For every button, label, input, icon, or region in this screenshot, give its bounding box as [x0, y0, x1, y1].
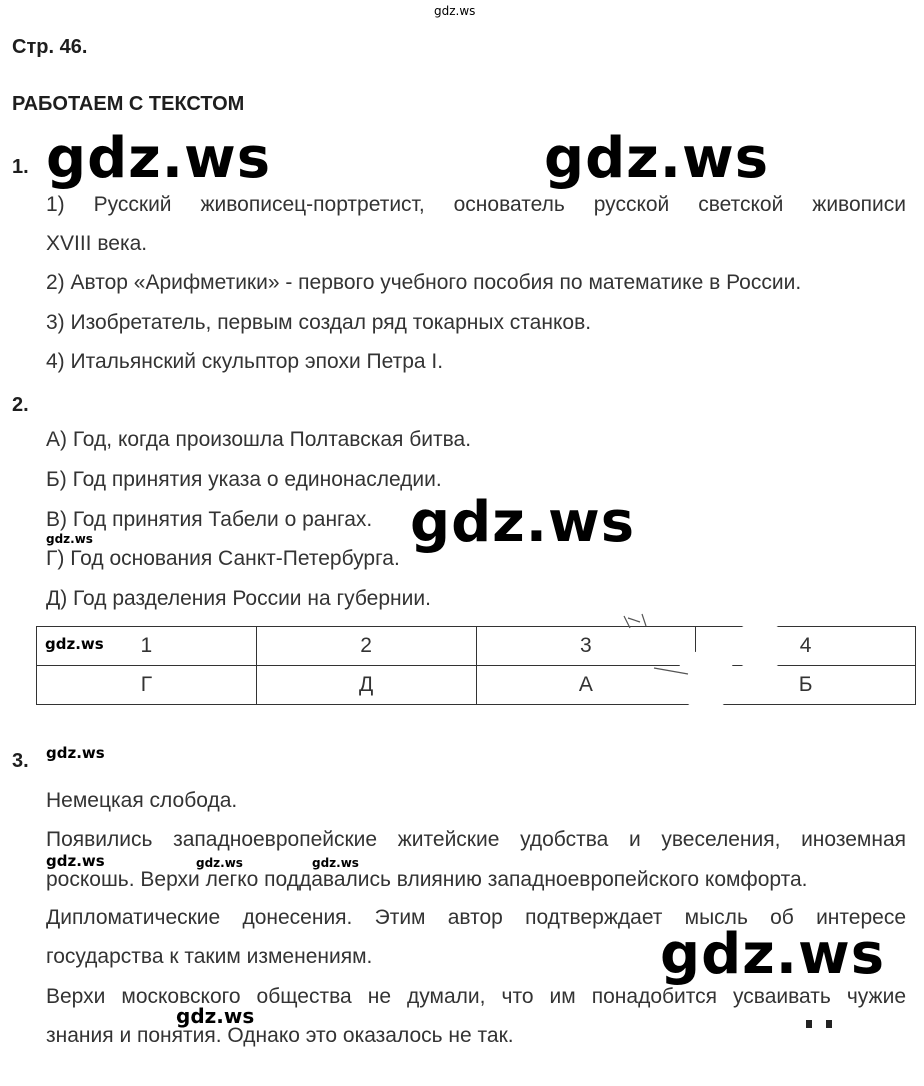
table-cell [37, 627, 257, 666]
watermark: gdz.ws [46, 126, 272, 191]
q1-item-1: 1) Русский живописец-портретист, основатель русской светской живописи [46, 193, 906, 216]
watermark: gdz.ws [660, 922, 886, 987]
watermark: gdz.ws [46, 744, 105, 762]
question-2-number: 2. [12, 394, 29, 416]
watermark: gdz.ws [46, 532, 93, 546]
q3-paragraph-2-line-1: Появились западноевропейские житейские удобства и увеселения, иноземная [46, 828, 906, 851]
table-answer-cell: А [578, 673, 593, 696]
watermark: gdz.ws [544, 126, 770, 191]
q3-paragraph-1: Немецкая слобода. [46, 789, 238, 812]
q3-paragraph-3-line-2: государства к таким изменениям. [46, 945, 373, 968]
watermark: gdz.ws [196, 856, 243, 870]
page-number: Стр. 46. [12, 36, 88, 58]
table-header-cell: 3 [580, 634, 592, 657]
watermark-top: gdz.ws [434, 4, 476, 18]
table-header-cell: 4 [799, 634, 812, 657]
q2-item-d: Д) Год разделения России на губернии. [46, 587, 431, 610]
watermark: gdz.ws [410, 490, 636, 555]
watermark: gdz.ws [45, 635, 104, 653]
table-cell [256, 666, 476, 705]
q2-item-b: Б) Год принятия указа о единонаследии. [46, 468, 442, 491]
q3-paragraph-4-line-2: знания и понятия. Однако это оказалось не так. [46, 1024, 514, 1047]
scribble-mark [618, 608, 698, 678]
q3-paragraph-3-line-1: Дипломатические донесения. Этим автор подтверждает мысль об интересе [46, 906, 906, 929]
q1-item-1-cont: XVIII века. [46, 232, 148, 255]
section-title: РАБОТАЕМ С ТЕКСТОМ [12, 93, 245, 115]
question-1-number: 1. [12, 156, 29, 178]
q1-item-2: 2) Автор «Арифметики» - первого учебного пособия по математике в России. [46, 271, 802, 294]
q1-item-4: 4) Итальянский скульптор эпохи Петра I. [46, 350, 444, 373]
erased-area [730, 622, 790, 670]
q1-item-3: 3) Изобретатель, первым создал ряд токарных станков. [46, 311, 592, 334]
q3-paragraph-2-line-2: роскошь. Верхи легко поддавались влиянию западноевропейского комфорта. [46, 868, 808, 891]
table-cell [256, 627, 476, 666]
table-header-cell: 2 [360, 634, 372, 657]
q2-item-v: В) Год принятия Табели о рангах. [46, 508, 373, 531]
table-answer-cell: Б [798, 673, 813, 696]
q2-item-a: А) Год, когда произошла Полтавская битва. [46, 428, 472, 451]
question-3-number: 3. [12, 750, 29, 772]
table-answer-cell: Г [140, 673, 153, 696]
ink-dot [826, 1020, 832, 1028]
ink-dot [806, 1020, 812, 1028]
table-row [37, 666, 916, 705]
watermark: gdz.ws [46, 852, 105, 870]
table-answer-cell: Д [359, 673, 374, 696]
q2-item-g: Г) Год основания Санкт-Петербурга. [46, 547, 400, 570]
watermark: gdz.ws [312, 856, 359, 870]
q3-paragraph-4-line-1: Верхи московского общества не думали, что им понадобится усваивать чужие [46, 985, 906, 1008]
table-header-cell: 1 [140, 634, 153, 657]
table-cell [37, 666, 257, 705]
watermark: gdz.ws [176, 1004, 255, 1028]
